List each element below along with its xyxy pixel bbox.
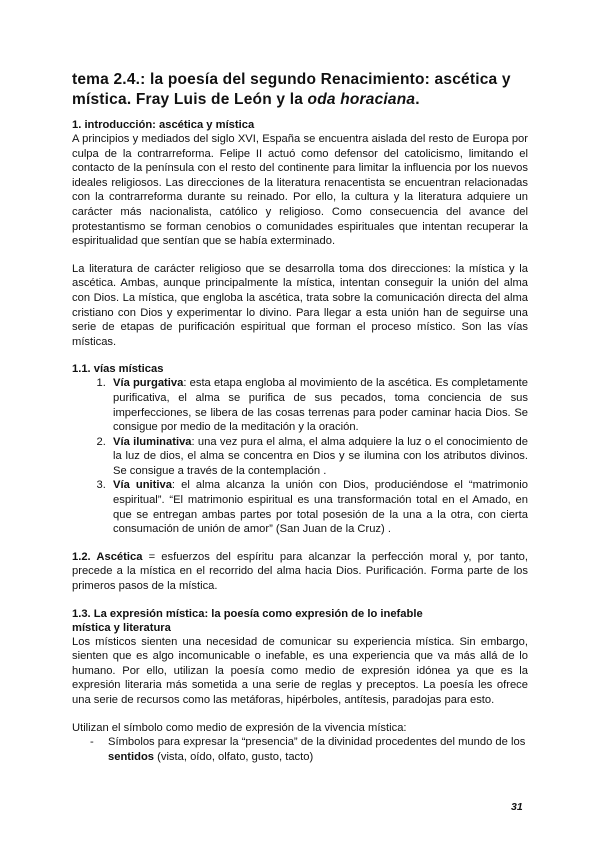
section-heading-expresion: 1.3. La expresión mística: la poesía como expresión de lo inefable	[72, 607, 423, 620]
title-italic-text: oda horaciana	[307, 91, 416, 108]
list-item	[109, 435, 528, 479]
section-heading-vias: 1.1. vías místicas	[72, 363, 164, 376]
list-item	[109, 376, 528, 434]
ascetica-text: = esfuerzos del espíritu para alcanzar la perfección moral y, por tanto, precede a la mística en el recorrido del alma hacia Dios. Purificación. Forma parte de los primeros pasos de la mística.	[72, 550, 528, 593]
title-end: .	[415, 91, 420, 108]
bullet-text-end: (vista, oído, olfato, gusto, tacto)	[154, 750, 314, 763]
ascetica-paragraph	[72, 550, 528, 594]
intro-paragraph-2: La literatura de carácter religioso que se desarrolla toma dos direcciones: la mística y la ascética. Ambas, aunque principalmente la mística, intentan conseguir la unión del alma con Dios. La mística, que engloba la ascética, trata sobre la comunicación directa del alma cristiano con Dios y experimentar lo divino. Para llegar a esta unión han de seguirse una serie de etapas de purificación espiritual que forman el proceso místico. Son las vías místicas.	[72, 262, 528, 348]
list-item	[90, 735, 528, 764]
list-item-text: : una vez pura el alma, el alma adquiere la luz o el conocimiento de la luz de dios, el alma se concentra en Dios y se ilumina con los atributos divinos. Se consigue a través de la contemplación .	[113, 435, 528, 477]
list-item-term: Vía iluminativa	[113, 435, 192, 448]
list-item-text: : esta etapa engloba al movimiento de la ascética. Es completamente purificativa, el alma se purifica de sus pecados, toma conciencia de sus imperfecciones, se libera de las cosas terrenas para poder caminar hacia Dios. Se consigue por medio de la meditación y la oración.	[113, 377, 528, 434]
intro-paragraph-1: A principios y mediados del siglo XVI, España se encuentra aislada del resto de Europa por culpa de la contrarreforma. Felipe II actuó como defensor del catolicismo, limitando el contacto de la península con el resto del continente para limitar la influencia por los nuevos ideales religiosos. Las direcciones de la literatura renacentista se encuentran relacionadas con la contrarreforma durante su reinado. Por ello, la cultura y la literatura adquiere un carácter más nacionalista, católico y religioso. Como consecuencia del avance del protestantismo se forman cenobios o comunidades espirituales que intentan recuperar la espiritualidad que sentían que se había exterminado.	[72, 133, 528, 248]
list-item-term: Vía unitiva	[113, 479, 172, 492]
expresion-paragraph-2: Utilizan el símbolo como medio de expresión de la vivencia mística:	[72, 721, 407, 734]
section-heading-intro: 1. introducción: ascética y mística	[72, 119, 255, 131]
list-item-text: : el alma alcanza la unión con Dios, produciéndose el “matrimonio espiritual”. “El matrimonio espiritual es una transformación total en el Amado, en que se entregan ambas partes por total posesión de la una a la otra, con cierta consumación de unión de amor” (San Juan de la Cruz) .	[113, 479, 528, 536]
expresion-paragraph-1: Los místicos sienten una necesidad de comunicar su experiencia mística. Sin embargo, sienten que es algo incomunicable o inefable, es una experiencia que va más allá de lo humano. Por ello, utilizan la poesía como medio de expresión idónea ya que es la expresión literaria más sometida a una serie de reglas y preceptos. La poesía les ofrece una serie de recursos como las metáforas, hipérboles, antítesis, paradojas para esto.	[72, 635, 528, 706]
title-text: tema 2.4.: la poesía del segundo Renacimiento: ascética y mística. Fray Luis de León y la	[72, 71, 511, 108]
simbolos-list	[72, 735, 528, 764]
list-item	[109, 478, 528, 536]
subheading-mistica-literatura: mística y literatura	[72, 621, 171, 634]
page-number: 31	[511, 801, 523, 813]
page-title	[72, 70, 528, 110]
dash-bullet-icon: -	[90, 736, 94, 749]
list-item-term: Vía purgativa	[113, 377, 184, 390]
vias-list	[72, 376, 528, 537]
document-page	[72, 70, 528, 764]
bullet-bold-text: sentidos	[108, 750, 155, 763]
bullet-text: Símbolos para expresar la “presencia” de la divinidad procedentes del mundo de los	[108, 736, 526, 749]
section-heading-ascetica: 1.2. Ascética	[72, 550, 143, 563]
